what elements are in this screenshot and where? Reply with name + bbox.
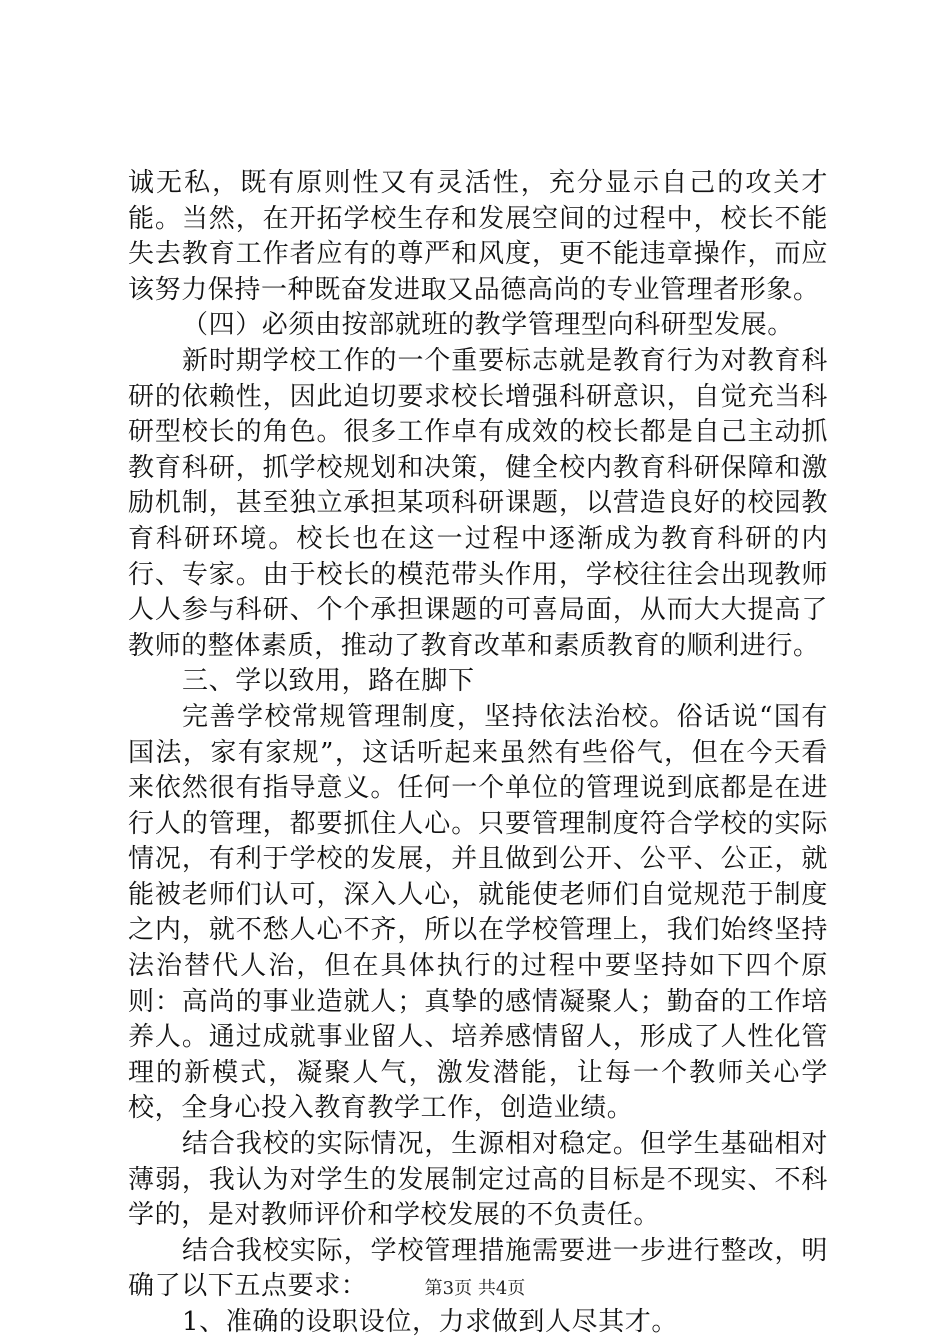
paragraph-school-situation: 结合我校的实际情况，生源相对稳定。但学生基础相对薄弱，我认为对学生的发展制定过高的目标是不现实、不科学的，是对教师评价和学校发展的不负责任。 — [128, 1129, 828, 1231]
section-heading-three: 三、学以致用，路在脚下 — [182, 666, 475, 697]
paragraph-management-system: 完善学校常规管理制度，坚持依法治校。俗话说“国有国法，家有家规”，这话听起来虽然有些俗气，但在今天看来依然很有指导意义。任何一个单位的管理说到底都是在进行人的管理，都要抓住人心。只要管理制度符合学校的实际情况，有利于学校的发展，并且做到公开、公平、公正，就能被老师们认可，深入人心，就能使老师们自觉规范于制度之内，就不愁人心不齐，所以在学校管理上，我们始终坚持法治替代人治，但在具体执行的过程中要坚持如下四个原则：高尚的事业造就人；真挚的感情凝聚人；勤奋的工作培养人。通过成就事业留人、培养感情留人，形成了人性化管理的新模式，凝聚人气，激发潜能，让每一个教师关心学校，全身心投入教育教学工作，创造业绩。 — [128, 701, 828, 1124]
document-body — [128, 166, 828, 1341]
paragraph-five-requirements: 结合我校实际，学校管理措施需要进一步进行整改，明确了以下五点要求： — [128, 1235, 828, 1302]
list-item-1: 1、准确的设职设位，力求做到人尽其才。 — [182, 1307, 678, 1337]
page-footer: 第3页 共4页 — [424, 1278, 526, 1299]
paragraph-research: 新时期学校工作的一个重要标志就是教育行为对教育科研的依赖性，因此迫切要求校长增强科研意识，自觉充当科研型校长的角色。很多工作卓有成效的校长都是自己主动抓教育科研，抓学校规划和决策，健全校内教育科研保障和激励机制，甚至独立承担某项科研课题，以营造良好的校园教育科研环境。校长也在这一过程中逐渐成为教育科研的内行、专家。由于校长的模范带头作用，学校往往会出现教师人人参与科研、个个承担课题的可喜局面，从而大大提高了教师的整体素质，推动了教育改革和素质教育的顺利进行。 — [128, 345, 828, 661]
paragraph-continuation: 诚无私，既有原则性又有灵活性，充分显示自己的攻关才能。当然，在开拓学校生存和发展空间的过程中，校长不能失去教育工作者应有的尊严和风度，更不能违章操作，而应该努力保持一种既奋发进取又品德高尚的专业管理者形象。 — [128, 168, 828, 305]
section-heading-four: （四）必须由按部就班的教学管理型向科研型发展。 — [182, 310, 794, 341]
